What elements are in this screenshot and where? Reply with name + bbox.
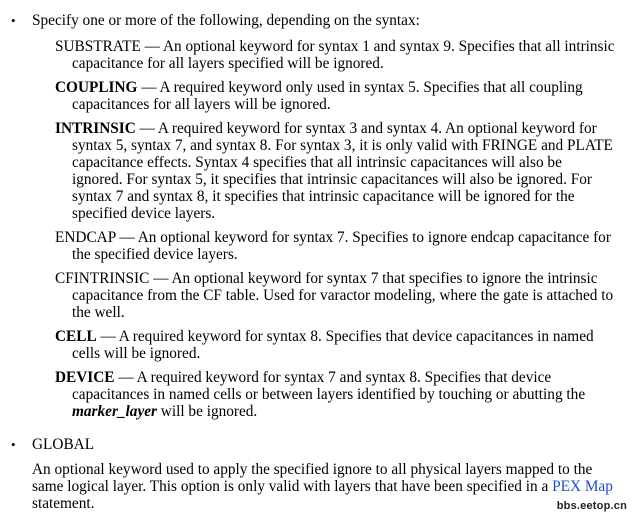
def-device [55, 369, 615, 420]
def-term: DEVICE [55, 369, 115, 386]
def-cfintrinsic [55, 270, 615, 321]
marker-layer-param: marker_layer [72, 403, 157, 420]
def-substrate [55, 38, 615, 72]
def-term: CFINTRINSIC [55, 270, 150, 287]
pex-map-link[interactable]: PEX Map [552, 478, 613, 495]
def-desc-tail: will be ignored. [156, 403, 258, 420]
def-term: INTRINSIC [55, 120, 136, 137]
global-text-tail: statement. [32, 495, 95, 512]
def-desc: — A required keyword for syntax 3 and syntax 4. An optional keyword for syntax 5, syntax 7, and syntax 8. For syntax 3, it is only valid with FRINGE and PLATE capacitance effects. Syntax 4 specifies that all intrinsic capacitances will also be ignored. For syntax 5, it specifies that intrinsic capacitances will also be ignored. For syntax 7 and syntax 8, it specifies that intrinsic capacitance will be ignored for the specified device layers. [72, 120, 613, 222]
def-desc: — A required keyword only used in syntax 5. Specifies that all coupling capacitances for all layers will be ignored. [72, 79, 583, 113]
def-term: SUBSTRATE [55, 38, 141, 55]
def-desc: — An optional keyword for syntax 1 and syntax 9. Specifies that all intrinsic capacitance for all layers specified will be ignored. [72, 38, 615, 72]
def-endcap [55, 229, 615, 263]
def-desc: — An optional keyword for syntax 7 that specifies to ignore the intrinsic capacitance from the CF table. Used for varactor modeling, where the gate is attached to the well. [72, 270, 614, 321]
def-term: CELL [55, 328, 97, 345]
def-cell [55, 328, 615, 362]
bullet-marker: • [11, 437, 16, 452]
intro-text: Specify one or more of the following, depending on the syntax: [32, 12, 420, 29]
bullet-marker: • [11, 13, 16, 28]
def-term: ENDCAP [55, 229, 116, 246]
def-desc: — A required keyword for syntax 7 and syntax 8. Specifies that device capacitances in named cells or between layers identified by touching or abutting the [72, 369, 586, 403]
global-keyword: GLOBAL [32, 436, 95, 453]
global-text: An optional keyword used to apply the specified ignore to all physical layers mapped to the same logical layer. This option is only valid with layers that have been specified in a [32, 461, 593, 495]
def-coupling [55, 79, 615, 113]
definition-list [55, 38, 615, 427]
def-desc: — An optional keyword for syntax 7. Specifies to ignore endcap capacitance for the specified device layers. [72, 229, 611, 263]
def-term: COUPLING [55, 79, 138, 96]
global-description [32, 461, 617, 512]
watermark: bbs.eetop.cn [556, 500, 627, 512]
def-desc: — A required keyword for syntax 8. Specifies that device capacitances in named cells will be ignored. [72, 328, 594, 362]
def-intrinsic [55, 120, 615, 222]
